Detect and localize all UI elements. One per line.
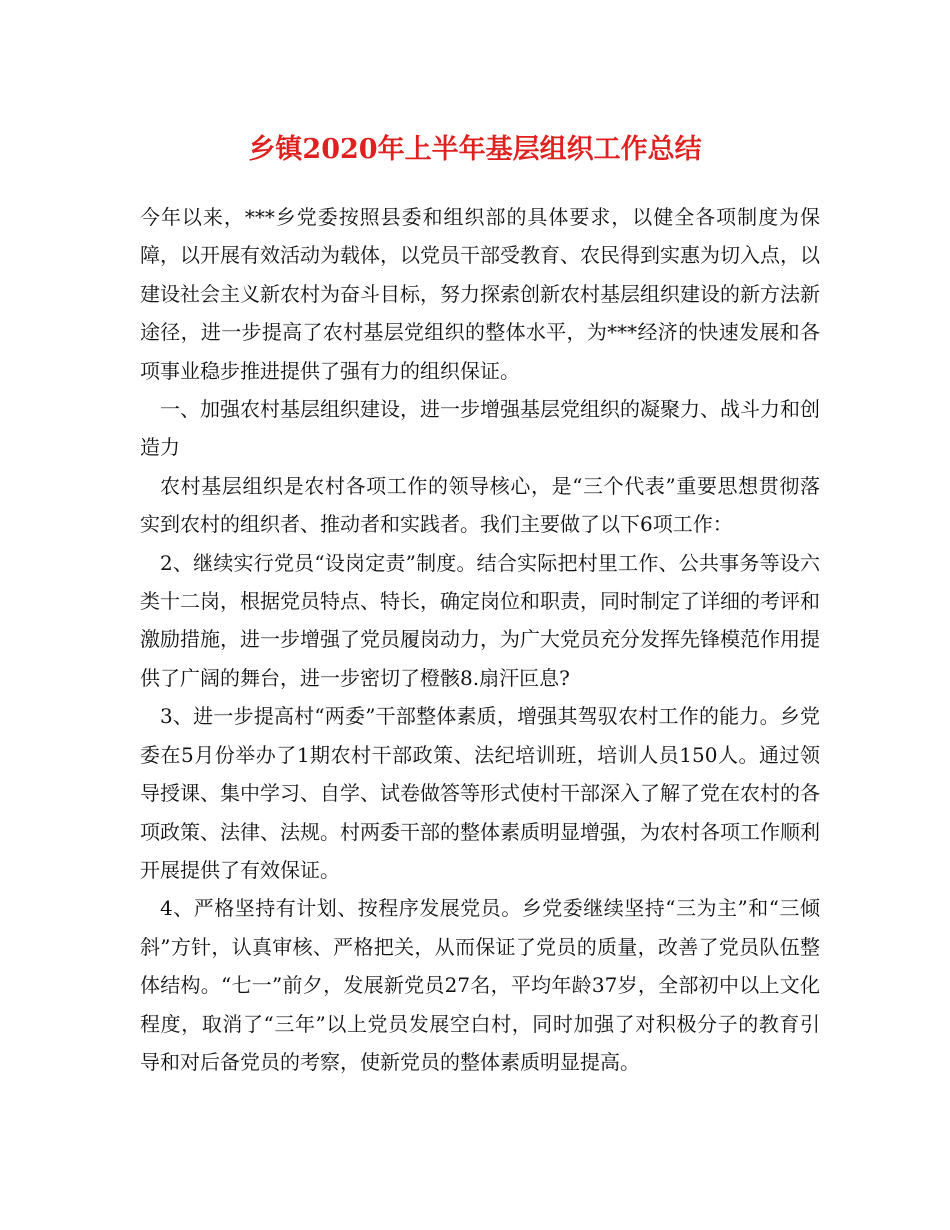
paragraph-section-heading: 一、加强农村基层组织建设，进一步增强基层党组织的凝聚力、战斗力和创造力 (140, 397, 820, 460)
paragraph-item-2: 2、继续实行党员“设岗定责”制度。结合实际把村里工作、公共事务等设六类十二岗，根据党员特点、特长，确定岗位和职责，同时制定了详细的考评和激励措施，进一步增强了党员履岗动力，为广大党员充分发挥先锋模范作用提供了广阔的舞台，进一步密切了橙骸8.扇汗叵息? (140, 550, 820, 690)
document-body (140, 198, 820, 1081)
paragraph-overview: 农村基层组织是农村各项工作的领导核心，是“三个代表”重要思想贯彻落实到农村的组织者、推动者和实践者。我们主要做了以下6项工作： (140, 473, 820, 537)
paragraph-intro: 今年以来，***乡党委按照县委和组织部的具体要求，以健全各项制度为保障，以开展有效活动为载体，以党员干部受教育、农民得到实惠为切入点，以建设社会主义新农村为奋斗目标，努力探索创新农村基层组织建设的新方法新途径，进一步提高了农村基层党组织的整体水平，为***经济的快速发展和各项事业稳步推进提供了强有力的组织保证。 (140, 205, 820, 383)
paragraph-item-4: 4、严格坚持有计划、按程序发展党员。乡党委继续坚持“三为主”和“三倾斜”方针，认真审核、严格把关，从而保证了党员的质量，改善了党员队伍整体结构。“七一”前夕，发展新党员27名，平均年龄37岁，全部初中以上文化程度，取消了“三年”以上党员发展空白村，同时加强了对积极分子的教育引导和对后备党员的考察，使新党员的整体素质明显提高。 (140, 896, 820, 1074)
paragraph-item-3: 3、进一步提高村“两委”干部整体素质，增强其驾驭农村工作的能力。乡党委在5月份举办了1期农村干部政策、法纪培训班，培训人员150人。通过领导授课、集中学习、自学、试卷做答等形式使村干部深入了解了党在农村的各项政策、法律、法规。村两委干部的整体素质明显增强，为农村各项工作顺利开展提供了有效保证。 (140, 704, 820, 882)
document-title: 乡镇2020年上半年基层组织工作总结 (248, 134, 702, 165)
